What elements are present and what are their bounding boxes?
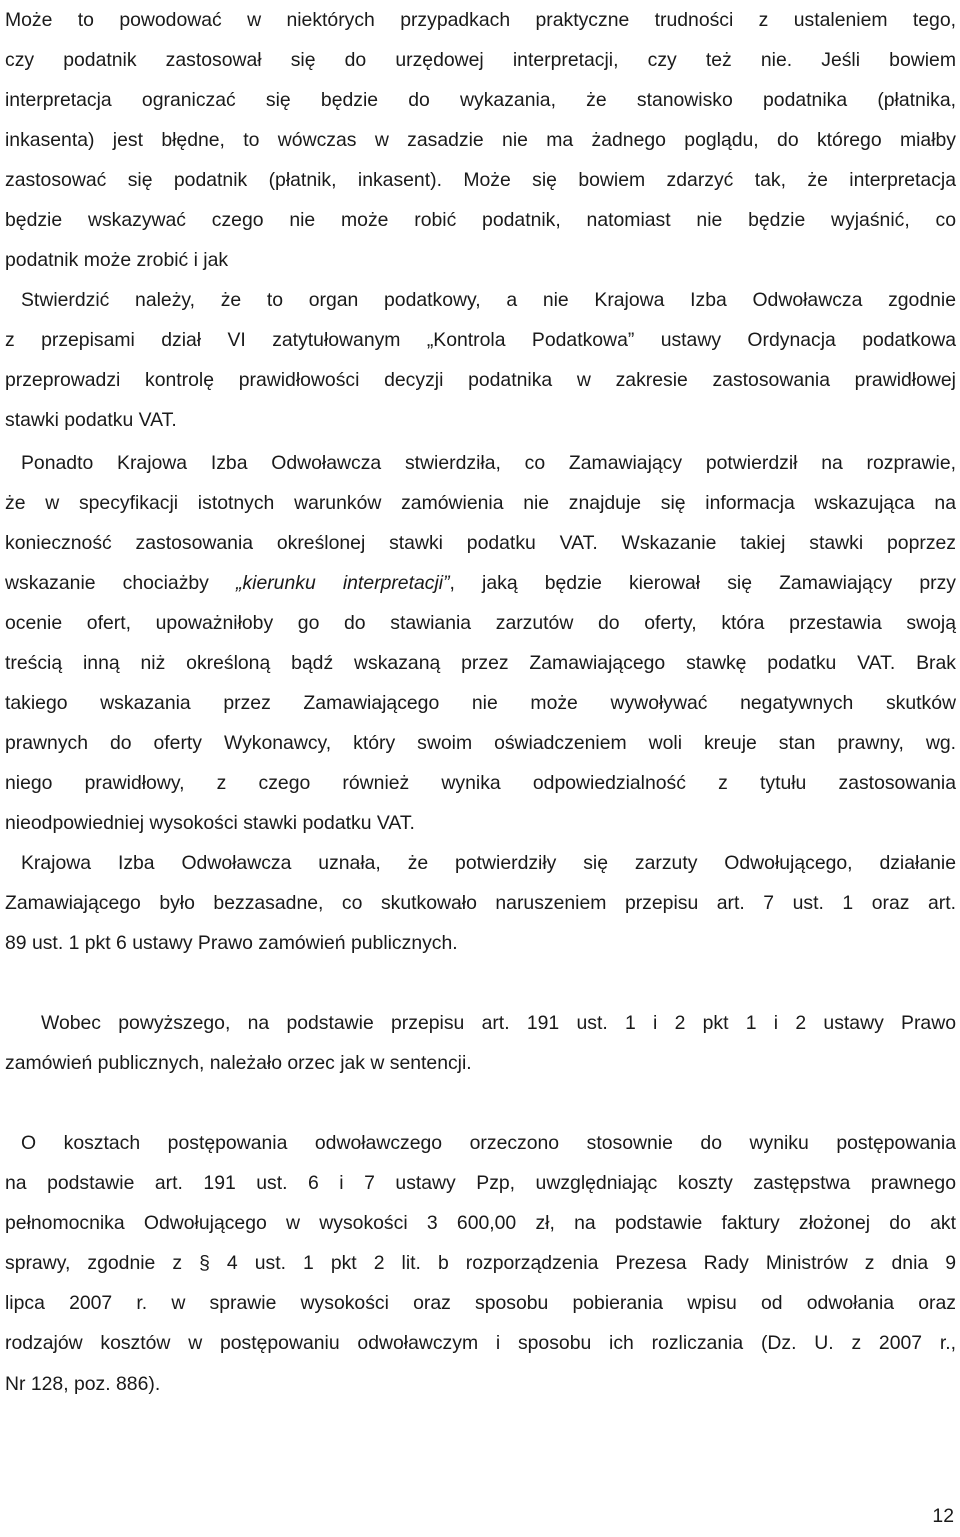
text-line: Wobec powyższego, na podstawie przepisu art. 191 ust. 1 i 2 pkt 1 i 2 ustawy Prawo	[41, 1012, 956, 1035]
text-line: ocenie ofert, upoważniłoby go do stawiania zarzutów do oferty, która przestawia swoją	[5, 611, 956, 634]
text-line: Może to powodować w niektórych przypadkach praktyczne trudności z ustaleniem tego,	[5, 9, 956, 31]
paragraph-costs	[5, 1123, 956, 1403]
text-line: Ponadto Krajowa Izba Odwoławcza stwierdziła, co Zamawiający potwierdził na rozprawie,	[21, 451, 956, 474]
text-line: stawki podatku VAT.	[5, 409, 177, 432]
paragraph-tax-authority	[5, 280, 956, 440]
text-line-with-italic	[5, 563, 956, 603]
text-line: czy podatnik zastosował się do urzędowej interpretacji, czy też nie. Jeśli bowiem	[5, 49, 956, 72]
text-line: Stwierdzić należy, że to organ podatkowy, a nie Krajowa Izba Odwoławcza zgodnie	[21, 289, 956, 312]
text-line: Krajowa Izba Odwoławcza uznała, że potwierdziły się zarzuty Odwołującego, działanie	[21, 851, 956, 874]
text-line: zastosować się podatnik (płatnik, inkasent). Może się bowiem zdarzyć tak, że interpretacja	[5, 169, 956, 192]
text-line: nieodpowiedniej wysokości stawki podatku VAT.	[5, 811, 415, 834]
text-line: konieczność zastosowania określonej stawki podatku VAT. Wskazanie takiej stawki poprzez	[5, 531, 956, 554]
text-fragment: , jaką będzie kierował się Zamawiający przy	[449, 571, 956, 594]
text-line: zamówień publicznych, należało orzec jak w sentencji.	[5, 1052, 472, 1075]
text-line: takiego wskazania przez Zamawiającego nie może wywoływać negatywnych skutków	[5, 691, 956, 714]
text-line: przeprowadzi kontrolę prawidłowości decyzji podatnika w zakresie zastosowania prawidłowej	[5, 369, 956, 392]
document-page	[5, 0, 956, 1404]
paragraph-ruling	[5, 1003, 956, 1083]
text-line: że w specyfikacji istotnych warunków zamówienia nie znajduje się informacja wskazująca na	[5, 491, 956, 514]
text-line: niego prawidłowy, z czego również wynika odpowiedzialność z tytułu zastosowania	[5, 771, 956, 794]
text-line: sprawy, zgodnie z § 4 ust. 1 pkt 2 lit. b rozporządzenia Prezesa Rady Ministrów z dnia 9	[5, 1252, 956, 1275]
text-line: pełnomocnika Odwołującego w wysokości 3 600,00 zł, na podstawie faktury złożonej do akt	[5, 1212, 956, 1235]
text-line: O kosztach postępowania odwoławczego orzeczono stosownie do wyniku postępowania	[21, 1132, 956, 1155]
text-line: treścią inną niż określoną bądź wskazaną przez Zamawiającego stawkę podatku VAT. Brak	[5, 651, 956, 674]
text-line: na podstawie art. 191 ust. 6 i 7 ustawy Pzp, uwzględniając koszty zastępstwa prawnego	[5, 1172, 956, 1195]
text-line: interpretacja ograniczać się będzie do wykazania, że stanowisko podatnika (płatnika,	[5, 89, 956, 112]
text-line: lipca 2007 r. w sprawie wysokości oraz sposobu pobierania wpisu od odwołania oraz	[5, 1292, 956, 1315]
paragraph-specification	[5, 443, 956, 843]
text-line: 89 ust. 1 pkt 6 ustawy Prawo zamówień publicznych.	[5, 932, 458, 955]
text-line: podatnik może zrobić i jak	[5, 249, 229, 272]
paragraph-interpretation	[5, 0, 956, 280]
text-line: inkasenta) jest błędne, to wówczas w zasadzie nie ma żadnego poglądu, do którego miałby	[5, 129, 956, 152]
text-line: Nr 128, poz. 886).	[5, 1372, 161, 1395]
text-line: Zamawiającego było bezzasadne, co skutkowało naruszeniem przepisu art. 7 ust. 1 oraz art.	[5, 892, 956, 915]
paragraph-conclusion	[5, 843, 956, 963]
text-line: rodzajów kosztów w postępowaniu odwoławczym i sposobu ich rozliczania (Dz. U. z 2007 r.,	[5, 1332, 956, 1355]
italic-quote: „kierunku interpretacji”	[235, 571, 450, 594]
text-line: z przepisami dział VI zatytułowanym „Kontrola Podatkowa” ustawy Ordynacja podatkowa	[5, 329, 956, 352]
text-line: prawnych do oferty Wykonawcy, który swoim oświadczeniem woli kreuje stan prawny, wg.	[5, 731, 956, 754]
text-line: będzie wskazywać czego nie może robić podatnik, natomiast nie będzie wyjaśnić, co	[5, 209, 956, 232]
text-fragment: wskazanie chociażby	[5, 571, 236, 594]
page-number: 12	[932, 1505, 954, 1527]
